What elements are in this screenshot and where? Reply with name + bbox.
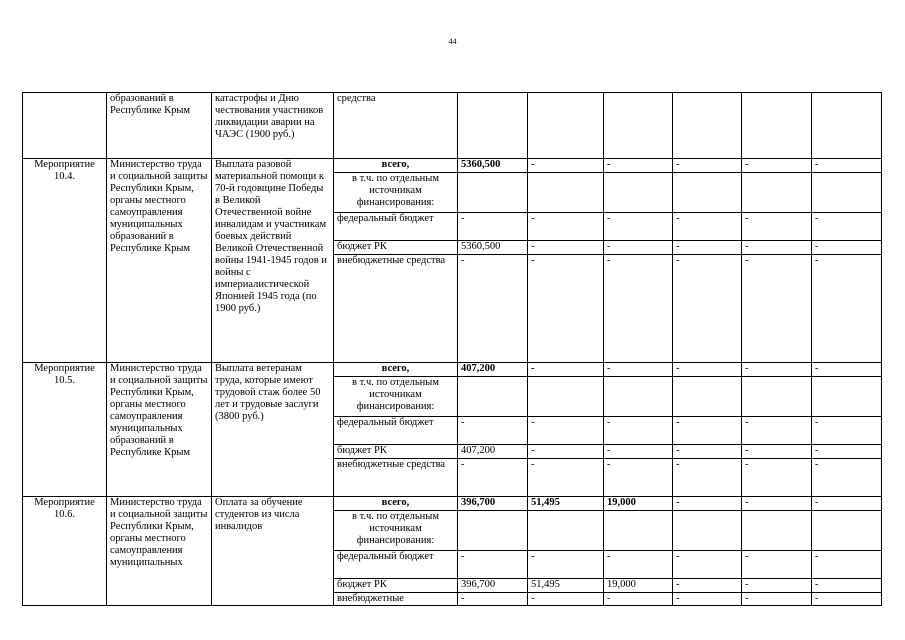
value-cell: 407,200 (458, 363, 528, 377)
value-cell: - (673, 417, 742, 445)
financing-table (22, 92, 882, 606)
value-cell: - (604, 241, 673, 255)
empty-cell (458, 173, 528, 213)
value-cell: - (673, 497, 742, 511)
value-cell: - (673, 551, 742, 579)
value-cell: - (528, 459, 604, 497)
value-cell: - (673, 159, 742, 173)
value-cell: - (812, 579, 882, 593)
page-number: 44 (448, 37, 457, 46)
value-cell: - (812, 497, 882, 511)
measure-responsible: Министерство труда и социальной защиты Республики Крым, органы местного самоуправления муниципальных (107, 497, 212, 606)
value-cell: - (742, 255, 812, 363)
value-cell: - (458, 255, 528, 363)
value-cell: - (604, 459, 673, 497)
source-incl: в т.ч. по отдельным источникам финансирования: (334, 173, 458, 213)
value-cell: - (604, 213, 673, 241)
empty-cell (742, 377, 812, 417)
continuation-responsible: образований в Республике Крым (107, 93, 212, 159)
empty-cell (812, 511, 882, 551)
measure-responsible: Министерство труда и социальной защиты Республики Крым, органы местного самоуправления муниципальных образований в Республике Крым (107, 363, 212, 497)
measure-10-4-total-row (23, 159, 882, 173)
empty-cell (604, 377, 673, 417)
value-cell: 5360,500 (458, 241, 528, 255)
value-cell: - (528, 241, 604, 255)
measure-10-5-total-row (23, 363, 882, 377)
value-cell: - (812, 445, 882, 459)
value-cell: - (673, 459, 742, 497)
source-extra: внебюджетные (334, 593, 458, 606)
value-cell: - (528, 445, 604, 459)
measure-description: Выплата ветеранам труда, которые имеют трудовой стаж более 50 лет и трудовые заслуги (3800 руб.) (212, 363, 334, 497)
continuation-source: средства (334, 93, 458, 159)
value-cell: - (673, 579, 742, 593)
value-cell: - (528, 593, 604, 606)
empty-cell (812, 173, 882, 213)
value-cell: - (528, 363, 604, 377)
value-cell: - (458, 593, 528, 606)
value-cell: - (458, 213, 528, 241)
value-cell: 19,000 (604, 497, 673, 511)
value-cell: 396,700 (458, 497, 528, 511)
empty-cell (458, 511, 528, 551)
value-cell: - (673, 593, 742, 606)
value-cell: - (812, 417, 882, 445)
value-cell: - (812, 213, 882, 241)
empty-cell (673, 93, 742, 159)
source-total: всего, (334, 159, 458, 173)
value-cell: - (673, 445, 742, 459)
value-cell: - (812, 255, 882, 363)
empty-cell (604, 511, 673, 551)
measure-description: Оплата за обучение студентов из числа инвалидов (212, 497, 334, 606)
value-cell: - (812, 363, 882, 377)
source-federal: федеральный бюджет (334, 551, 458, 579)
source-rk: бюджет РК (334, 579, 458, 593)
value-cell: - (528, 551, 604, 579)
value-cell: - (742, 579, 812, 593)
value-cell: - (458, 551, 528, 579)
value-cell: - (742, 241, 812, 255)
empty-cell (812, 93, 882, 159)
value-cell: - (812, 593, 882, 606)
empty-cell (742, 511, 812, 551)
value-cell: 51,495 (528, 579, 604, 593)
value-cell: - (742, 551, 812, 579)
source-federal: федеральный бюджет (334, 213, 458, 241)
value-cell: - (742, 497, 812, 511)
continuation-row (23, 93, 882, 159)
value-cell: - (742, 159, 812, 173)
empty-cell (673, 511, 742, 551)
value-cell: - (742, 363, 812, 377)
value-cell: - (742, 213, 812, 241)
empty-cell (742, 93, 812, 159)
value-cell: - (458, 417, 528, 445)
measure-responsible: Министерство труда и социальной защиты Республики Крым, органы местного самоуправления муниципальных образований в Республике Крым (107, 159, 212, 363)
empty-cell (458, 93, 528, 159)
empty-cell (458, 377, 528, 417)
value-cell: - (604, 255, 673, 363)
empty-cell (742, 173, 812, 213)
value-cell: - (812, 159, 882, 173)
empty-cell (528, 377, 604, 417)
measure-id: Мероприятие 10.4. (23, 159, 107, 363)
measure-10-6-total-row (23, 497, 882, 511)
empty-cell (673, 377, 742, 417)
value-cell: - (673, 213, 742, 241)
value-cell: - (673, 363, 742, 377)
value-cell: - (458, 459, 528, 497)
source-federal: федеральный бюджет (334, 417, 458, 445)
continuation-description: катастрофы и Дню чествования участников ликвидации аварии на ЧАЭС (1900 руб.) (212, 93, 334, 159)
source-incl: в т.ч. по отдельным источникам финансирования: (334, 511, 458, 551)
value-cell: 19,000 (604, 579, 673, 593)
empty-cell (812, 377, 882, 417)
empty-cell (604, 173, 673, 213)
value-cell: - (604, 551, 673, 579)
measure-id: Мероприятие 10.5. (23, 363, 107, 497)
continuation-id-cell (23, 93, 107, 159)
value-cell: - (812, 241, 882, 255)
source-extra: внебюджетные средства (334, 459, 458, 497)
source-rk: бюджет РК (334, 241, 458, 255)
measure-id: Мероприятие 10.6. (23, 497, 107, 606)
value-cell: - (604, 445, 673, 459)
value-cell: - (742, 593, 812, 606)
empty-cell (528, 93, 604, 159)
value-cell: - (604, 593, 673, 606)
value-cell: - (812, 551, 882, 579)
value-cell: 51,495 (528, 497, 604, 511)
value-cell: 5360,500 (458, 159, 528, 173)
value-cell: - (604, 159, 673, 173)
value-cell: - (604, 363, 673, 377)
value-cell: - (742, 445, 812, 459)
empty-cell (528, 511, 604, 551)
value-cell: - (528, 417, 604, 445)
value-cell: - (742, 417, 812, 445)
source-total: всего, (334, 363, 458, 377)
value-cell: - (812, 459, 882, 497)
source-rk: бюджет РК (334, 445, 458, 459)
empty-cell (604, 93, 673, 159)
value-cell: - (528, 255, 604, 363)
value-cell: - (528, 213, 604, 241)
source-extra: внебюджетные средства (334, 255, 458, 363)
empty-cell (528, 173, 604, 213)
value-cell: 396,700 (458, 579, 528, 593)
source-incl: в т.ч. по отдельным источникам финансирования: (334, 377, 458, 417)
value-cell: - (528, 159, 604, 173)
value-cell: - (673, 241, 742, 255)
value-cell: - (673, 255, 742, 363)
value-cell: 407,200 (458, 445, 528, 459)
empty-cell (673, 173, 742, 213)
value-cell: - (604, 417, 673, 445)
measure-description: Выплата разовой материальной помощи к 70-й годовщине Победы в Великой Отечественной войне инвалидам и участникам боевых действий Великой Отечественной войны 1941-1945 годов и войны с империалистической Японией 1945 года (по 1900 руб.) (212, 159, 334, 363)
value-cell: - (742, 459, 812, 497)
source-total: всего, (334, 497, 458, 511)
